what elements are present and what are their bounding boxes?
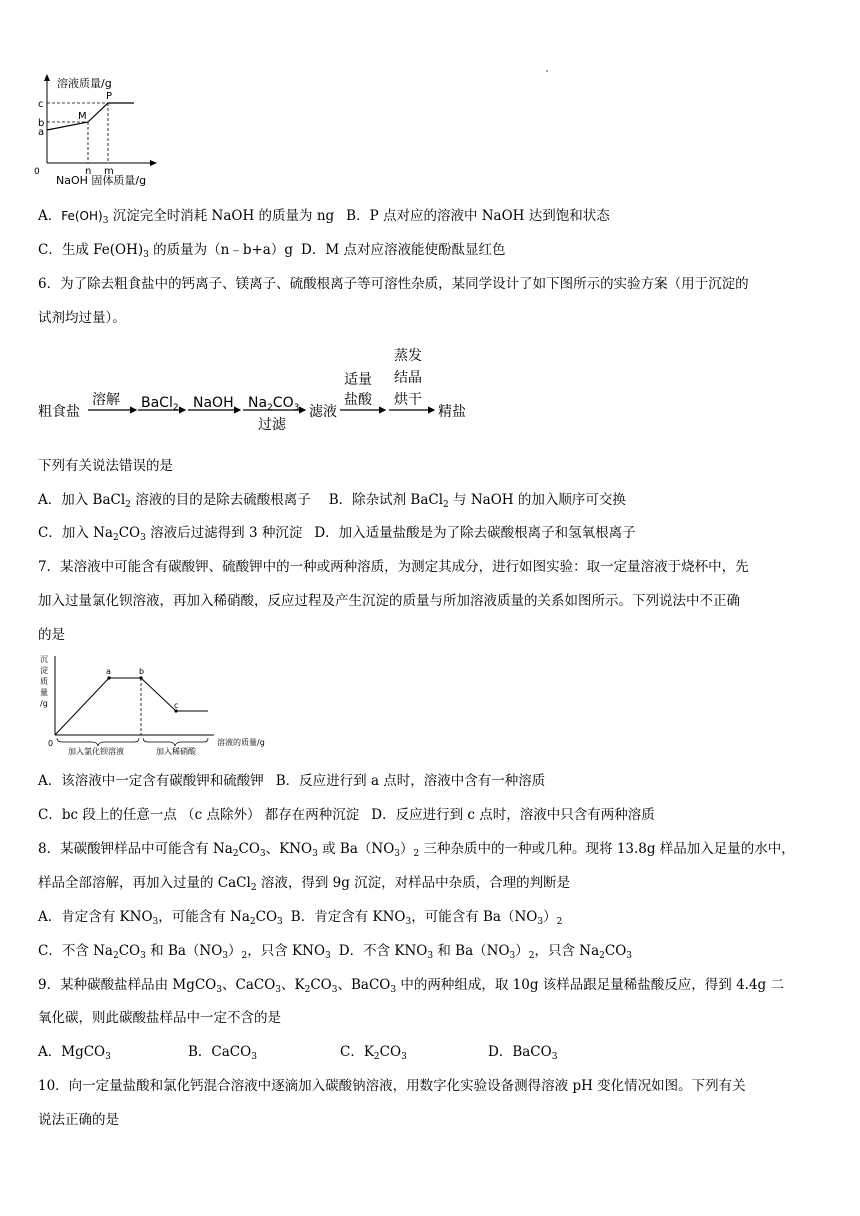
solution-mass-graph <box>30 70 180 190</box>
q8-l1b: CO <box>238 841 260 857</box>
q9-l1s2: 3 <box>275 985 281 995</box>
q6-optC-sub2: 3 <box>140 533 146 543</box>
q7-xlabel: 溶液的质量/g <box>217 738 265 747</box>
q9-l1s3: 2 <box>304 985 311 995</box>
q8-optD-s2: 3 <box>509 951 516 961</box>
q6-optC-3: 溶液后过滤得到 3 种沉淀 <box>145 525 303 541</box>
q8-optC-c: 和 Ba（NO <box>145 943 223 959</box>
q7-optB: B．反应进行到 a 点时，溶液中含有一种溶质 <box>275 773 546 789</box>
q7-point-a: a <box>106 667 111 676</box>
q7-optD: D．反应进行到 c 点时，溶液中只含有两种溶质 <box>371 807 655 823</box>
q8-optD-a: D．不含 KNO <box>338 943 428 959</box>
graph1-xlabel: NaOH 固体质量/g <box>56 174 147 187</box>
q5-optA-prefix: A． <box>38 208 62 224</box>
q7-stem-line1: 7．某溶液中可能含有碳酸钾、硫酸钾中的一种或两种溶质，为测定其成分，进行如图实验：取一定量溶液于烧杯中，先 <box>38 559 749 575</box>
q9-optC-a: C．K <box>340 1044 374 1060</box>
q7-seg1: 加入氯化钡溶液 <box>68 747 124 756</box>
graph1-tick-a: a <box>38 127 45 138</box>
q8-optD-s3: 2 <box>528 951 535 961</box>
graph1-tick-m: m <box>104 166 114 177</box>
q8-l2a: 样品全部溶解，再加入过量的 CaCl <box>38 875 251 891</box>
q6-optB-1: B．除杂试剂 BaCl <box>328 492 444 508</box>
q9-optB-sub: 3 <box>251 1052 257 1062</box>
flow-s6-1: 蒸发 <box>394 348 422 364</box>
q5-optA-sub: 3 <box>102 216 109 226</box>
q8-l1d: 或 Ba（NO <box>317 841 395 857</box>
q8-optC-s4: 2 <box>241 951 248 961</box>
q8-optD-b: 和 Ba（NO <box>433 943 510 959</box>
q6-optA-sub: 2 <box>125 500 131 510</box>
q9-line2: 氧化碳，则此碳酸盐样品中一定不含的是 <box>38 1010 281 1026</box>
q7-seg2: 加入稀硝酸 <box>156 747 196 756</box>
q9-optB-text: B．CaCO <box>188 1044 252 1060</box>
q9-l1a: 9．某种碳酸盐样品由 MgCO <box>38 977 217 993</box>
q8-options-ab <box>38 908 562 926</box>
q6-stem-line2: 试剂均过量）。 <box>38 310 126 326</box>
q9-optD-text: D．BaCO <box>488 1044 552 1060</box>
q5-optC-prefix: C．生成 Fe(OH) <box>38 242 144 258</box>
q7-optC: C．bc 段上的任意一点 （c 点除外） 都存在两种沉淀 <box>38 807 360 823</box>
q7-ylabel-1: 沉 <box>40 655 48 664</box>
q6-optD: D．加入适量盐酸是为了除去碳酸根离子和氢氧根离子 <box>314 525 636 541</box>
q8-optB-a: B．肯定含有 KNO <box>290 909 406 925</box>
q7-ylabel-4: 量 <box>40 688 48 697</box>
q8-optD-s4: 2 <box>599 951 605 961</box>
graph1-tick-c: c <box>38 99 44 110</box>
q8-line1 <box>38 840 795 858</box>
q10-line1: 10．向一定量盐酸和氯化钙混合溶液中逐滴加入碳酸钠溶液，用数字化实验设备测得溶液 pH 变化情况如图。下列有关 <box>38 1078 746 1094</box>
q8-optA-a: A．肯定含有 KNO <box>38 909 153 925</box>
q8-optD-c: ） <box>515 943 529 959</box>
q9-l1b: 、CaCO <box>221 977 276 993</box>
q6-optA-2: 溶液的目的是除去硫酸根离子 <box>130 492 311 508</box>
q9-options <box>38 1043 557 1061</box>
q9-optD-sub: 3 <box>551 1052 558 1062</box>
graph1-point-p: P <box>106 91 113 102</box>
q8-optB-c: ） <box>543 909 557 925</box>
q8-optC-e: ，只含 KNO <box>247 943 326 959</box>
q9-l1s1: 3 <box>216 985 222 995</box>
q9-l1c: 、K <box>281 977 305 993</box>
flow-s2-sub: 2 <box>172 403 179 413</box>
q10-line2: 说法正确的是 <box>38 1112 119 1128</box>
q9-optC <box>340 1043 488 1061</box>
q8-optC-s5: 3 <box>325 951 331 961</box>
q9-optD <box>488 1043 557 1061</box>
q8-optB-s3: 2 <box>556 917 563 927</box>
q8-l1s1: 2 <box>232 849 239 859</box>
q8-optC-a: C．不含 Na <box>38 943 113 959</box>
q7-ylabel-5: /g <box>40 699 48 708</box>
q9-optA <box>38 1043 188 1061</box>
q8-line2 <box>38 874 570 892</box>
q8-l1s5: 2 <box>413 849 420 859</box>
q9-optC-s2: 3 <box>401 1052 407 1062</box>
q6-optB-2: 与 NaOH 的加入顺序可交换 <box>448 492 626 508</box>
q6-optC-1: C．加入 Na <box>38 525 113 541</box>
q9-optA-sub: 3 <box>105 1052 111 1062</box>
flow-s6-2: 结晶 <box>394 370 422 386</box>
q8-l1a: 8．某碳酸钾样品中可能含有 Na <box>38 841 233 857</box>
q6-optC-2: CO <box>118 525 141 541</box>
q9-line1 <box>38 976 784 994</box>
q7-optA: A．该溶液中一定含有碳酸钾和硫酸钾 <box>38 773 264 789</box>
q8-optC-s3: 3 <box>222 951 229 961</box>
flow-s2: BaCl <box>141 395 173 411</box>
q8-optD-s1: 3 <box>427 951 434 961</box>
q5-optD: D．M 点对应溶液能使酚酞显红色 <box>301 242 506 258</box>
graph1-origin: 0 <box>34 167 40 177</box>
q8-l2b: 溶液，得到 9g 沉淀，对样品中杂质，合理的判断是 <box>256 875 571 891</box>
q8-l1c: 、KNO <box>265 841 313 857</box>
q8-l1s2: 3 <box>259 849 266 859</box>
flow-s3: NaOH <box>193 395 234 411</box>
q8-optA-s3: 3 <box>277 917 283 927</box>
q6-options-ab <box>38 491 626 509</box>
q9-optB <box>188 1043 340 1061</box>
q8-optA-s2: 2 <box>249 917 256 927</box>
q5-options-cd <box>38 241 505 259</box>
q5-optA-rest: 沉淀完全时消耗 NaOH 的质量为 ng <box>108 208 335 224</box>
flow-s4-mid: CO <box>272 395 294 411</box>
q8-optC-d: ） <box>228 943 242 959</box>
q9-l1f: 中的两种组成，取 10g 该样品跟足量稀盐酸反应，得到 4.4g 二 <box>396 977 784 993</box>
flow-s4-main: Na <box>248 395 268 411</box>
q8-l1s4: 3 <box>394 849 400 859</box>
flow-s4-sub1: 2 <box>267 403 273 413</box>
graph1-point-m: M <box>78 111 87 122</box>
q7-ylabel-2: 淀 <box>40 666 48 675</box>
q8-optD-s5: 3 <box>626 951 633 961</box>
stray-dot <box>546 70 548 72</box>
graph1-tick-b: b <box>38 118 45 129</box>
q9-optA-text: A．MgCO <box>38 1044 106 1060</box>
flow-s6-3: 烘干 <box>394 392 422 408</box>
q6-stem-line1: 6．为了除去粗食盐中的钙离子、镁离子、硫酸根离子等可溶性杂质，某同学设计了如下图所示的实验方案（用于沉淀的 <box>38 276 749 292</box>
q6-optB-sub: 2 <box>443 500 449 510</box>
q9-l1d: CO <box>310 977 332 993</box>
graph1-ylabel: 溶液质量/g <box>57 77 112 90</box>
q8-optC-s1: 2 <box>112 951 119 961</box>
q6-options-cd <box>38 524 636 542</box>
q9-l1s5: 3 <box>390 985 397 995</box>
q6-optC-sub1: 2 <box>112 533 119 543</box>
q8-l1e: ） <box>400 841 414 857</box>
q9-l1e: 、BaCO <box>337 977 391 993</box>
q8-l1s3: 3 <box>312 849 318 859</box>
q8-optD-d: ，只含 Na <box>534 943 600 959</box>
q8-optB-b: ，可能含有 Ba（NO <box>411 909 538 925</box>
q5-optA-formula: Fe(OH) <box>61 209 103 223</box>
q8-options-cd <box>38 942 632 960</box>
q8-optA-b: ，可能含有 Na <box>158 909 250 925</box>
q5-options-ab <box>38 207 610 225</box>
flow-s4-below: 过滤 <box>258 417 286 433</box>
precipitate-mass-graph <box>36 652 276 758</box>
graph1-tick-n: n <box>85 166 92 177</box>
q8-l1f: 三种杂质中的一种或几种。现将 13.8g 样品加入足量的水中， <box>419 841 795 857</box>
q8-l2s: 2 <box>250 883 257 893</box>
q7-point-b: b <box>139 667 145 676</box>
q8-optA-s1: 3 <box>152 917 159 927</box>
q6-optA-1: A．加入 BaCl <box>38 492 126 508</box>
q8-optB-s2: 3 <box>537 917 544 927</box>
q7-ylabel-3: 质 <box>40 677 48 686</box>
flow-filtrate: 滤液 <box>309 404 337 420</box>
q7-options-ab <box>38 772 545 790</box>
flow-end: 精盐 <box>438 404 466 420</box>
q9-optC-b: CO <box>379 1044 402 1060</box>
q7-options-cd <box>38 806 655 824</box>
flow-s4-sub2: 3 <box>293 403 300 413</box>
flow-s5-top2: 盐酸 <box>344 392 372 408</box>
q8-optC-s2: 3 <box>140 951 146 961</box>
q7-origin: 0 <box>48 739 54 748</box>
q9-optC-s1: 2 <box>373 1052 380 1062</box>
q6-question: 下列有关说法错误的是 <box>38 458 173 474</box>
q9-l1s4: 3 <box>331 985 338 995</box>
flow-s1: 溶解 <box>92 392 120 408</box>
q7-stem-line3: 的是 <box>38 627 65 643</box>
flow-s5-top1: 适量 <box>344 372 372 388</box>
q5-optC-rest: 的质量为（n﹣b+a）g <box>148 242 293 258</box>
q8-optA-c: CO <box>255 909 278 925</box>
q5-optB: B．P 点对应的溶液中 NaOH 达到饱和状态 <box>346 208 610 224</box>
q8-optB-s1: 3 <box>405 917 412 927</box>
q5-optC-sub: 3 <box>143 250 149 260</box>
q6-flowchart <box>30 340 490 440</box>
flow-start: 粗食盐 <box>38 404 80 420</box>
q8-optD-e: CO <box>604 943 627 959</box>
q8-optC-b: CO <box>118 943 141 959</box>
q7-point-c: c <box>174 701 179 710</box>
q7-stem-line2: 加入过量氯化钡溶液，再加入稀硝酸，反应过程及产生沉淀的质量与所加溶液质量的关系如图所示。下列说法中不正确 <box>38 593 740 609</box>
